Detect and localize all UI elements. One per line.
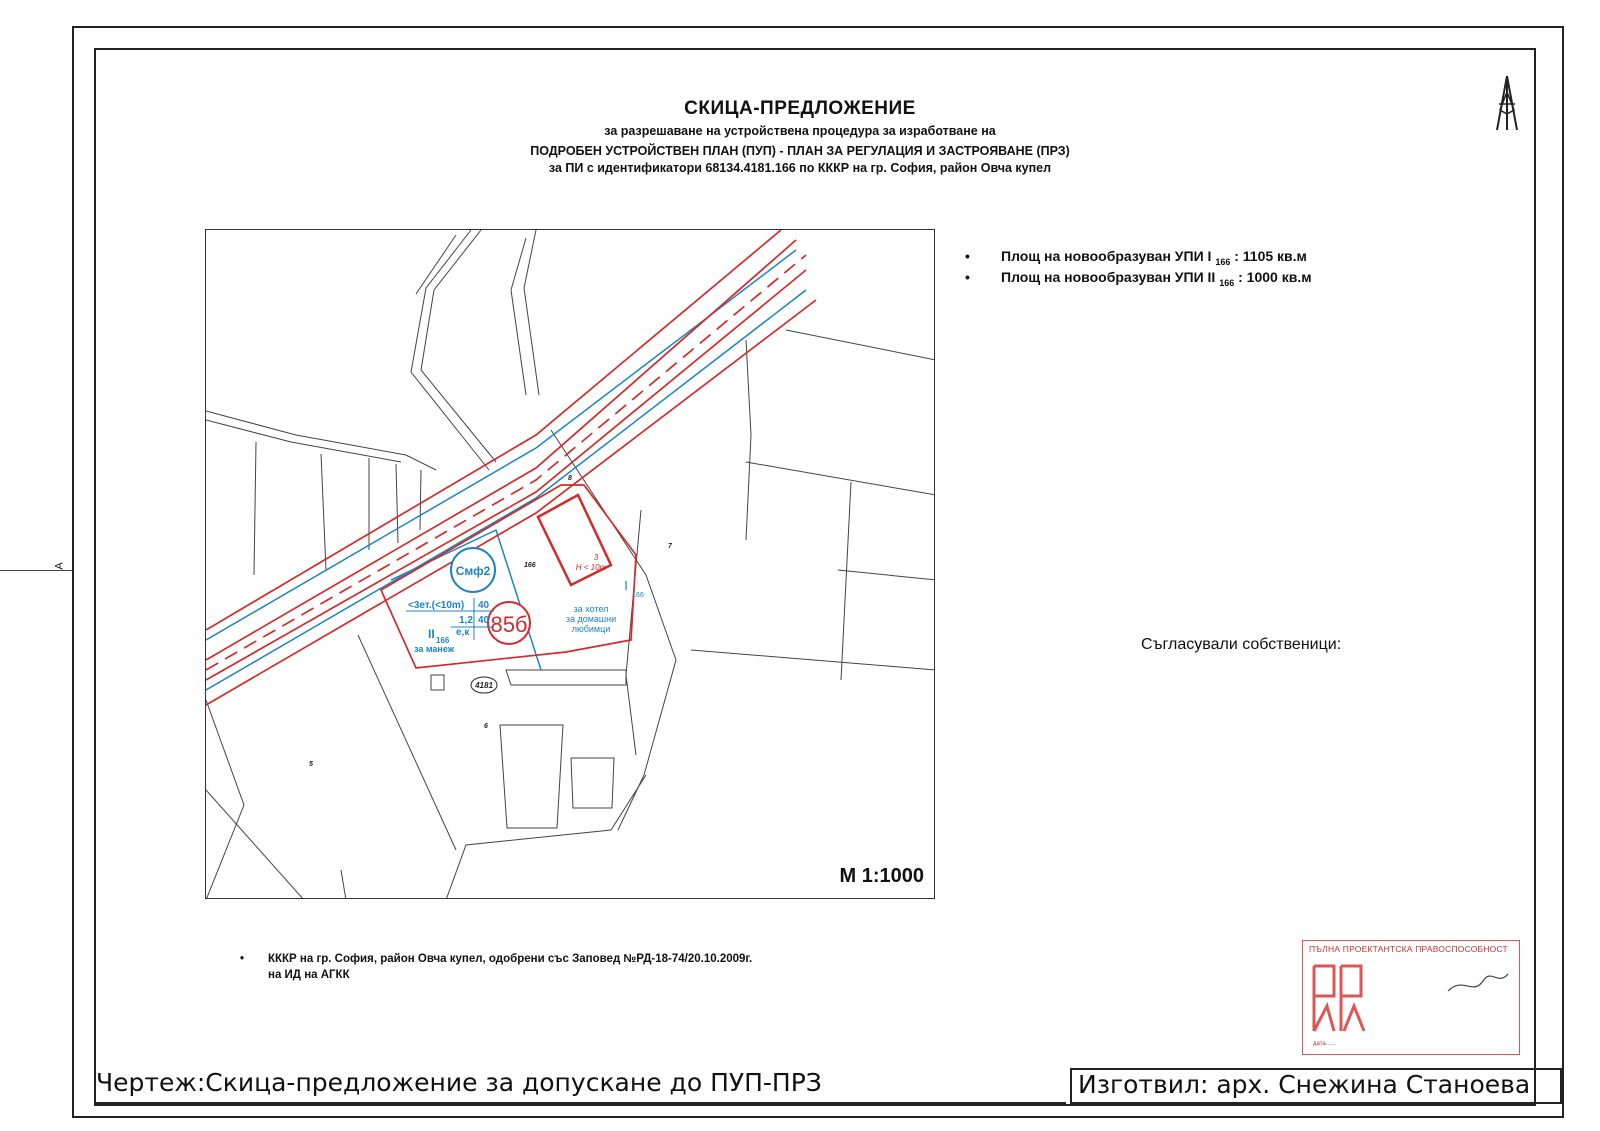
param-green: 40 xyxy=(478,615,490,626)
owners-agreement-label: Съгласували собственици: xyxy=(1141,636,1342,653)
stamp-logo-icon xyxy=(1309,961,1369,1036)
upi1-sub: 166 xyxy=(632,592,644,599)
bullet: • xyxy=(240,953,245,965)
zone-label: Смф2 xyxy=(455,564,491,578)
upi2-roman: II xyxy=(428,627,435,641)
designer-stamp xyxy=(1302,940,1520,1055)
parcel-6: 6 xyxy=(484,723,488,730)
param-mode: е,к xyxy=(456,627,470,638)
title-line-3: ПОДРОБЕН УСТРОЙСТВЕН ПЛАН (ПУП) - ПЛАН ЗА РЕГУЛАЦИЯ И ЗАСТРОЯВАНЕ (ПРЗ) xyxy=(530,144,1070,158)
zone-number: 85б xyxy=(490,612,528,637)
building-floors: 3 xyxy=(593,553,599,562)
title-line-2: за разрешаване на устройствена процедура за изработване на xyxy=(604,124,996,138)
parcel-166: 166 xyxy=(524,562,536,569)
area-item-upi1 xyxy=(965,248,1312,267)
building-labels xyxy=(576,553,607,572)
parcel-5: 5 xyxy=(309,761,313,768)
signature-icon xyxy=(1443,956,1513,1001)
map-scale: М 1:1000 xyxy=(839,865,924,887)
drawing-title: Чертеж:Скица-предложение за допускане до ПУП-ПРЗ xyxy=(96,1068,822,1097)
param-density: 40 xyxy=(478,600,490,611)
source-note xyxy=(240,951,752,983)
upi1-purpose-2: за домашни xyxy=(565,614,617,624)
cadastral-map xyxy=(205,229,935,899)
author-name: Изготвил: арх. Снежина Станоева xyxy=(1078,1070,1531,1099)
note-line-2: на ИД на АГКК xyxy=(268,969,350,981)
north-arrow-icon xyxy=(1494,74,1520,132)
area-list xyxy=(965,248,1312,290)
parcel-7: 7 xyxy=(668,543,672,550)
upi1-purpose-3: любимци xyxy=(571,624,611,634)
parcel-8: 8 xyxy=(568,475,572,482)
area-value: : 1105 кв.м xyxy=(1234,248,1307,264)
param-kint: 1,2 xyxy=(459,615,473,626)
stamp-date: дата...... xyxy=(1313,1041,1336,1047)
upi1-purpose-1: за хотел xyxy=(573,604,609,614)
param-floors: <3ет.(<10m) xyxy=(408,600,465,611)
area-label: Площ на новообразуван УПИ II xyxy=(1001,269,1216,285)
quarter-number: 4181 xyxy=(475,681,493,690)
area-sub: 166 xyxy=(1215,257,1231,267)
bullet: • xyxy=(965,269,970,285)
page-title: СКИЦА-ПРЕДЛОЖЕНИЕ xyxy=(684,98,916,119)
area-label: Площ на новообразуван УПИ I xyxy=(1001,248,1212,264)
area-value: : 1000 кв.м xyxy=(1238,269,1312,285)
upi2-purpose: за манеж xyxy=(414,644,455,654)
binding-mark xyxy=(0,570,72,571)
binding-letter: А xyxy=(53,562,66,570)
note-line-1: КККР на гр. София, район Овча купел, одобрени със Заповед №РД-18-74/20.10.2009г. xyxy=(268,953,753,965)
stamp-title: ПЪЛНА ПРОЕКТАНТСКА ПРАВОСПОСОБНОСТ xyxy=(1309,944,1508,954)
building-height: H < 10m xyxy=(575,563,607,572)
map-canvas xyxy=(206,230,935,899)
upi1-roman: I xyxy=(624,578,628,593)
area-sub: 166 xyxy=(1219,278,1235,288)
area-item-upi2 xyxy=(965,269,1312,288)
title-line-4: за ПИ с идентификатори 68134.4181.166 по КККР на гр. София, район Овча купел xyxy=(548,161,1052,175)
bullet: • xyxy=(965,248,970,264)
footer-underline xyxy=(96,1102,1066,1104)
upi2-sub: 166 xyxy=(436,636,450,645)
